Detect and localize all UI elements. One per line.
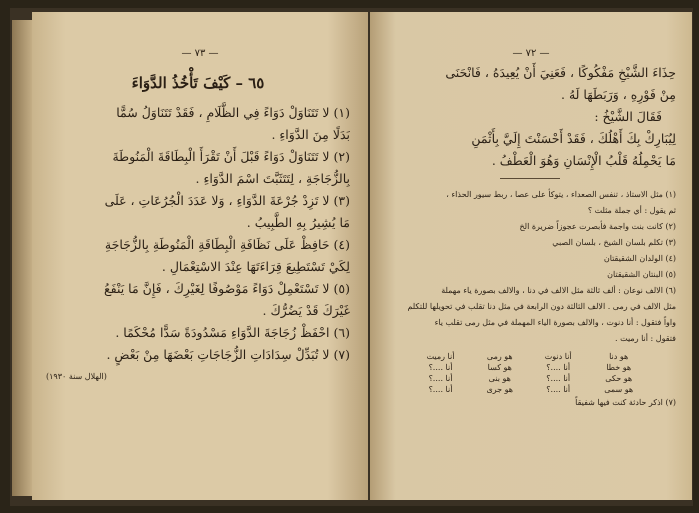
table-cell: أنا ....؟ <box>428 363 453 372</box>
table-cell: أنا ....؟ <box>546 385 571 394</box>
table-row <box>410 362 649 373</box>
exercise-note: (١) مثل الاستاذ ، تنفس الصعداء ، يتوكأ على عصا ، ربط سيور الحذاء ، <box>446 190 676 199</box>
story-line: حِذَاءَ الشَّيْخِ مَفْكُوكًا ، فَعَنِيَ أَنْ يُعِيدَهُ ، فَانْحَنَى <box>445 65 676 80</box>
table-row <box>410 373 649 384</box>
table-cell: أنا ....؟ <box>546 374 571 383</box>
rule-line: بَدَلًا مِنَ الدَّوَاءِ . <box>271 127 350 142</box>
table-cell: أنا دنوت <box>544 352 572 361</box>
exercise-note: (٦) الالف نوعان : ألف ثالثة مثل الالف في دنا ، والالف بصورة ياء مهملة <box>441 286 676 295</box>
table-cell: أنا رميت <box>426 352 455 361</box>
table-row <box>410 384 649 395</box>
table-cell: هو خطا <box>606 363 632 372</box>
table-cell: أنا ....؟ <box>428 374 453 383</box>
conjugation-table <box>410 351 649 395</box>
table-cell: هو رمى <box>486 352 513 361</box>
table-cell: أنا ....؟ <box>428 385 453 394</box>
rule-line: (٢) لا تَتَنَاوَلْ دَوَاءً قَبْلَ أَنْ تَقْرَأَ الْبِطَاقَةَ الْمَنُوطَةَ <box>112 149 350 164</box>
source-citation: (الهلال سنة ١٩٣٠) <box>46 372 107 381</box>
exercise-note: (٣) تكلم بلسان الشيخ ، بلسان الصبي <box>552 238 676 247</box>
exercise-note: (٤) الولدان الشقيقتان <box>603 254 676 263</box>
rule-line: (٦) احْفَظْ زُجَاجَةَ الدَّوَاءِ مَسْدُودَةً سَدًّا مُحْكَمًا . <box>115 325 350 340</box>
lesson-title: ٦٥ – كَيْفَ تَأْخُذُ الدَّوَاءَ <box>131 74 265 92</box>
rule-line: غَيْرَكَ قَدْ يَضُرُّكَ . <box>262 303 350 318</box>
book-edge <box>12 20 32 496</box>
story-line: مَا يَحْمِلُهُ قَلْبُ الْإِنْسَانِ وَهُوَ الْعَطْفُ . <box>491 153 676 168</box>
exercise-note: (٥) البنتان الشقيقتان <box>607 270 676 279</box>
left-page-number: — ٧٣ — <box>181 48 219 59</box>
table-row <box>410 351 649 362</box>
exercise-note: (٧) اذكر حادثة كنت فيها شفيقاً <box>575 398 676 407</box>
table-cell: هو جرى <box>486 385 514 394</box>
story-line: مِنْ فَوْرِهِ ، وَرَبَطَهَا لَهُ . <box>561 87 676 102</box>
table-cell: هو كسا <box>487 363 512 372</box>
table-cell: أنا ....؟ <box>546 363 571 372</box>
exercise-note: مثل الالف في رمى . الالف الثالثة دون الرابعة في مثل دنا تقلب في تحويلها للتكلم <box>407 302 676 311</box>
exercise-note: (٢) كانت بنت واجمة فأبصرت عجوزاً ضريرة الخ <box>519 222 676 231</box>
table-cell: هو بنى <box>488 374 511 383</box>
rule-line: مَا يُشِيرُ بِهِ الطَّبِيبُ . <box>246 215 350 230</box>
exercise-note: ثم يقول : أي جملة مثلت ؟ <box>587 206 676 215</box>
divider <box>500 178 560 179</box>
rule-line: (١) لا تَتَنَاوَلْ دَوَاءً فِي الظَّلَامِ ، فَقَدْ تَتَنَاوَلُ سُمًّا <box>116 105 350 120</box>
right-page-number: — ٧٢ — <box>512 48 550 59</box>
right-page <box>370 12 692 500</box>
table-cell: هو حكى <box>605 374 633 383</box>
rule-line: (٣) لا تَزِدْ جُرْعَةَ الدَّوَاءِ ، وَلا عَدَدَ الْجُرُعَاتِ ، عَلَى <box>104 193 350 208</box>
left-page <box>32 12 368 500</box>
story-line: فَقَالَ الشَّيْخُ : <box>594 109 662 124</box>
story-line: لِيُبَارِكْ بِكَ أَهْلُكَ ، فَقَدْ أَحْسَنْتَ إِلَيَّ بِأَثْمَنِ <box>471 131 676 146</box>
exercise-note: فتقول : أنا رميت . <box>615 334 676 343</box>
rule-line: (٤) حَافِظْ عَلَى نَظَافَةِ الْبِطَاقَةِ الْمَنُوطَةِ بِالزُّجَاجَةِ <box>104 237 350 252</box>
rule-line: (٧) لا تُبَدِّلْ سِدَادَاتِ الزُّجَاجَاتِ بَعْضَهَا مِنْ بَعْضٍ . <box>106 347 350 362</box>
rule-line: (٥) لا تَسْتَعْمِلْ دَوَاءً مَوْصُوفًا لِغَيْرِكَ ، فَإِنَّ مَا يَنْفَعُ <box>103 281 350 296</box>
table-cell: هو دنا <box>609 352 629 361</box>
exercise-note: واواً فتقول : أنا دنوت ، والالف بصورة الياء المهملة في مثل رمى تقلب ياء <box>434 318 676 327</box>
rule-line: لِكَيْ تَسْتَطِيعَ قِرَاءَتَهَا عِنْدَ الاسْتِعْمَالِ . <box>161 259 350 274</box>
table-cell: هو سمى <box>604 385 634 394</box>
open-book <box>10 8 693 506</box>
rule-line: بِالزُّجَاجَةِ ، لِتَتَثَبَّتَ اسْمَ الدَّوَاءِ . <box>195 171 350 186</box>
